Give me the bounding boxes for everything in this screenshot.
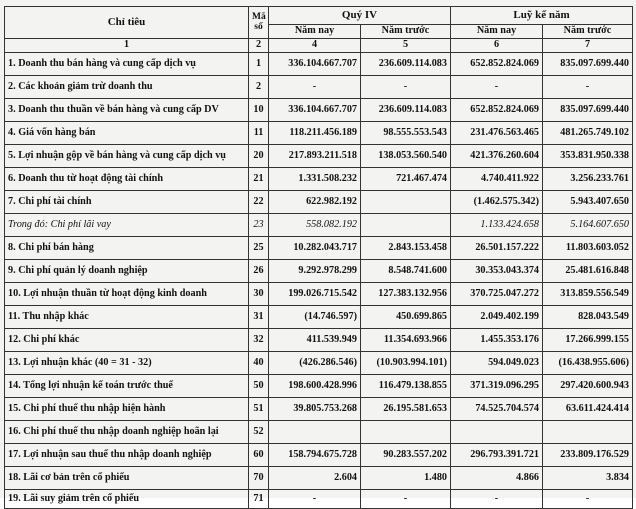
row-quy-nam-nay: 9.292.978.299 — [269, 260, 361, 283]
row-code: 30 — [249, 283, 269, 306]
row-quy-nam-nay: 39.805.753.268 — [269, 398, 361, 421]
row-luyke-nam-truoc — [543, 421, 633, 444]
table-row — [5, 145, 633, 168]
table-row — [5, 168, 633, 191]
row-luyke-nam-truoc: 5.164.607.650 — [543, 214, 633, 237]
col-num-5: 5 — [361, 39, 451, 53]
row-quy-nam-nay: - — [269, 490, 361, 509]
row-luyke-nam-truoc: 233.809.176.529 — [543, 444, 633, 467]
table-row — [5, 421, 633, 444]
row-luyke-nam-truoc: 828.043.549 — [543, 306, 633, 329]
row-quy-nam-nay: 1.331.508.232 — [269, 168, 361, 191]
row-luyke-nam-nay: 421.376.260.604 — [451, 145, 543, 168]
row-luyke-nam-truoc: 353.831.950.338 — [543, 145, 633, 168]
row-luyke-nam-truoc: (16.438.955.606) — [543, 352, 633, 375]
row-luyke-nam-truoc: 297.420.600.943 — [543, 375, 633, 398]
table-row — [5, 191, 633, 214]
row-quy-nam-truoc — [361, 191, 451, 214]
row-luyke-nam-nay: 296.793.391.721 — [451, 444, 543, 467]
row-luyke-nam-truoc: 835.097.699.440 — [543, 53, 633, 76]
header-row-top — [5, 7, 633, 25]
row-label: 15. Chi phí thuế thu nhập hiện hành — [5, 398, 249, 421]
row-luyke-nam-nay: 4.740.411.922 — [451, 168, 543, 191]
row-code: 31 — [249, 306, 269, 329]
row-quy-nam-truoc: 450.699.865 — [361, 306, 451, 329]
row-quy-nam-truoc: - — [361, 490, 451, 509]
row-luyke-nam-nay: 231.476.563.465 — [451, 122, 543, 145]
row-quy-nam-nay: 217.893.211.518 — [269, 145, 361, 168]
row-code: 10 — [249, 99, 269, 122]
col-num-6: 6 — [451, 39, 543, 53]
row-luyke-nam-truoc: 481.265.749.102 — [543, 122, 633, 145]
row-luyke-nam-nay: - — [451, 490, 543, 509]
row-code: 2 — [249, 76, 269, 99]
row-quy-nam-nay: 622.982.192 — [269, 191, 361, 214]
row-code: 32 — [249, 329, 269, 352]
row-code: 52 — [249, 421, 269, 444]
table-row — [5, 352, 633, 375]
header-row-colnums — [5, 39, 633, 53]
header-ma-so: Mã số — [249, 7, 269, 39]
row-code: 25 — [249, 237, 269, 260]
row-quy-nam-truoc: 721.467.474 — [361, 168, 451, 191]
row-code: 60 — [249, 444, 269, 467]
row-quy-nam-nay: 336.104.667.707 — [269, 53, 361, 76]
row-luyke-nam-truoc: 5.943.407.650 — [543, 191, 633, 214]
row-quy-nam-nay: 118.211.456.189 — [269, 122, 361, 145]
row-quy-nam-nay: 10.282.043.717 — [269, 237, 361, 260]
row-luyke-nam-truoc: 3.256.233.761 — [543, 168, 633, 191]
row-quy-nam-nay: 198.600.428.996 — [269, 375, 361, 398]
row-code: 40 — [249, 352, 269, 375]
row-code: 21 — [249, 168, 269, 191]
table-row — [5, 122, 633, 145]
row-quy-nam-nay: (426.286.546) — [269, 352, 361, 375]
row-label: 11. Thu nhập khác — [5, 306, 249, 329]
row-luyke-nam-truoc: 63.611.424.414 — [543, 398, 633, 421]
row-code: 70 — [249, 467, 269, 490]
row-label: 1. Doanh thu bán hàng và cung cấp dịch vụ — [5, 53, 249, 76]
col-num-1: 1 — [5, 39, 249, 53]
row-code: 1 — [249, 53, 269, 76]
header-quy-nam-nay: Năm nay — [269, 25, 361, 39]
row-luyke-nam-truoc: 17.266.999.155 — [543, 329, 633, 352]
table-row — [5, 283, 633, 306]
header-quy-iv: Quý IV — [269, 7, 451, 25]
table-row — [5, 329, 633, 352]
header-luyke-nam-truoc: Năm trước — [543, 25, 633, 39]
row-code: 22 — [249, 191, 269, 214]
row-quy-nam-nay: 158.794.675.728 — [269, 444, 361, 467]
row-quy-nam-truoc: 116.479.138.855 — [361, 375, 451, 398]
table-body — [5, 53, 633, 509]
header-luy-ke: Luỹ kế năm — [451, 7, 633, 25]
row-luyke-nam-truoc: 25.481.616.848 — [543, 260, 633, 283]
row-quy-nam-truoc: 1.480 — [361, 467, 451, 490]
table-row — [5, 76, 633, 99]
row-label: 19. Lãi suy giảm trên cổ phiếu — [5, 490, 249, 509]
row-quy-nam-truoc: 8.548.741.600 — [361, 260, 451, 283]
row-label: 12. Chi phí khác — [5, 329, 249, 352]
header-luyke-nam-nay: Năm nay — [451, 25, 543, 39]
row-luyke-nam-nay: 371.319.096.295 — [451, 375, 543, 398]
row-quy-nam-truoc: - — [361, 76, 451, 99]
row-quy-nam-truoc — [361, 214, 451, 237]
row-quy-nam-truoc: (10.903.994.101) — [361, 352, 451, 375]
table-row — [5, 260, 633, 283]
row-label: 8. Chi phí bán hàng — [5, 237, 249, 260]
row-label: 10. Lợi nhuận thuần từ hoạt động kinh doanh — [5, 283, 249, 306]
row-label: 2. Các khoản giảm trừ doanh thu — [5, 76, 249, 99]
row-luyke-nam-truoc: 3.834 — [543, 467, 633, 490]
row-label: 17. Lợi nhuận sau thuế thu nhập doanh nghiệp — [5, 444, 249, 467]
table-row — [5, 375, 633, 398]
row-quy-nam-truoc: 236.609.114.083 — [361, 53, 451, 76]
row-quy-nam-truoc: 26.195.581.653 — [361, 398, 451, 421]
row-label: 6. Doanh thu từ hoạt động tài chính — [5, 168, 249, 191]
row-label: 9. Chi phí quản lý doanh nghiệp — [5, 260, 249, 283]
row-label: 16. Chi phí thuế thu nhập doanh nghiệp hoãn lại — [5, 421, 249, 444]
row-luyke-nam-nay: 1.455.353.176 — [451, 329, 543, 352]
row-luyke-nam-truoc: 835.097.699.440 — [543, 99, 633, 122]
row-code: 11 — [249, 122, 269, 145]
row-quy-nam-nay: 199.026.715.542 — [269, 283, 361, 306]
row-luyke-nam-truoc: - — [543, 490, 633, 509]
table-row — [5, 237, 633, 260]
row-quy-nam-truoc: 127.383.132.956 — [361, 283, 451, 306]
row-label: 7. Chi phí tài chính — [5, 191, 249, 214]
income-statement-table — [4, 6, 633, 509]
table-row — [5, 53, 633, 76]
row-code: 51 — [249, 398, 269, 421]
table-row — [5, 398, 633, 421]
row-luyke-nam-nay: 1.133.424.658 — [451, 214, 543, 237]
row-label: 4. Giá vốn hàng bán — [5, 122, 249, 145]
row-label: 14. Tổng lợi nhuận kế toán trước thuế — [5, 375, 249, 398]
row-quy-nam-nay: 336.104.667.707 — [269, 99, 361, 122]
row-code: 71 — [249, 490, 269, 509]
row-label: 5. Lợi nhuận gộp về bán hàng và cung cấp dịch vụ — [5, 145, 249, 168]
row-label: 3. Doanh thu thuần về bán hàng và cung cấp DV — [5, 99, 249, 122]
table-row — [5, 444, 633, 467]
row-luyke-nam-truoc: - — [543, 76, 633, 99]
row-quy-nam-truoc: 138.053.560.540 — [361, 145, 451, 168]
row-quy-nam-nay: 2.604 — [269, 467, 361, 490]
row-luyke-nam-nay: 30.353.043.374 — [451, 260, 543, 283]
row-code: 26 — [249, 260, 269, 283]
row-luyke-nam-nay — [451, 421, 543, 444]
table-row — [5, 490, 633, 509]
col-num-7: 7 — [543, 39, 633, 53]
row-label: Trong đó: Chi phí lãi vay — [5, 214, 249, 237]
row-quy-nam-truoc: 98.555.553.543 — [361, 122, 451, 145]
row-code: 50 — [249, 375, 269, 398]
row-quy-nam-truoc: 90.283.557.202 — [361, 444, 451, 467]
row-code: 20 — [249, 145, 269, 168]
table-row — [5, 306, 633, 329]
row-luyke-nam-nay: (1.462.575.342) — [451, 191, 543, 214]
row-quy-nam-truoc — [361, 421, 451, 444]
row-code: 23 — [249, 214, 269, 237]
row-quy-nam-truoc: 11.354.693.966 — [361, 329, 451, 352]
row-quy-nam-truoc: 2.843.153.458 — [361, 237, 451, 260]
row-quy-nam-nay — [269, 421, 361, 444]
row-label: 18. Lãi cơ bản trên cổ phiếu — [5, 467, 249, 490]
row-luyke-nam-nay: 370.725.047.272 — [451, 283, 543, 306]
row-label: 13. Lợi nhuận khác (40 = 31 - 32) — [5, 352, 249, 375]
row-quy-nam-nay: (14.746.597) — [269, 306, 361, 329]
row-luyke-nam-nay: 26.501.157.222 — [451, 237, 543, 260]
row-luyke-nam-nay: 74.525.704.574 — [451, 398, 543, 421]
row-luyke-nam-nay: 594.049.023 — [451, 352, 543, 375]
row-quy-nam-nay: 558.082.192 — [269, 214, 361, 237]
table-row — [5, 99, 633, 122]
header-chi-tieu: Chỉ tiêu — [5, 7, 249, 39]
row-luyke-nam-nay: 652.852.824.069 — [451, 53, 543, 76]
row-luyke-nam-truoc: 313.859.556.549 — [543, 283, 633, 306]
table-row — [5, 467, 633, 490]
row-luyke-nam-nay: 2.049.402.199 — [451, 306, 543, 329]
header-quy-nam-truoc: Năm trước — [361, 25, 451, 39]
row-quy-nam-nay: - — [269, 76, 361, 99]
row-luyke-nam-nay: 652.852.824.069 — [451, 99, 543, 122]
table-row — [5, 214, 633, 237]
row-quy-nam-truoc: 236.609.114.083 — [361, 99, 451, 122]
row-luyke-nam-truoc: 11.803.603.052 — [543, 237, 633, 260]
col-num-4: 4 — [269, 39, 361, 53]
row-luyke-nam-nay: - — [451, 76, 543, 99]
col-num-2: 2 — [249, 39, 269, 53]
row-luyke-nam-nay: 4.866 — [451, 467, 543, 490]
row-quy-nam-nay: 411.539.949 — [269, 329, 361, 352]
